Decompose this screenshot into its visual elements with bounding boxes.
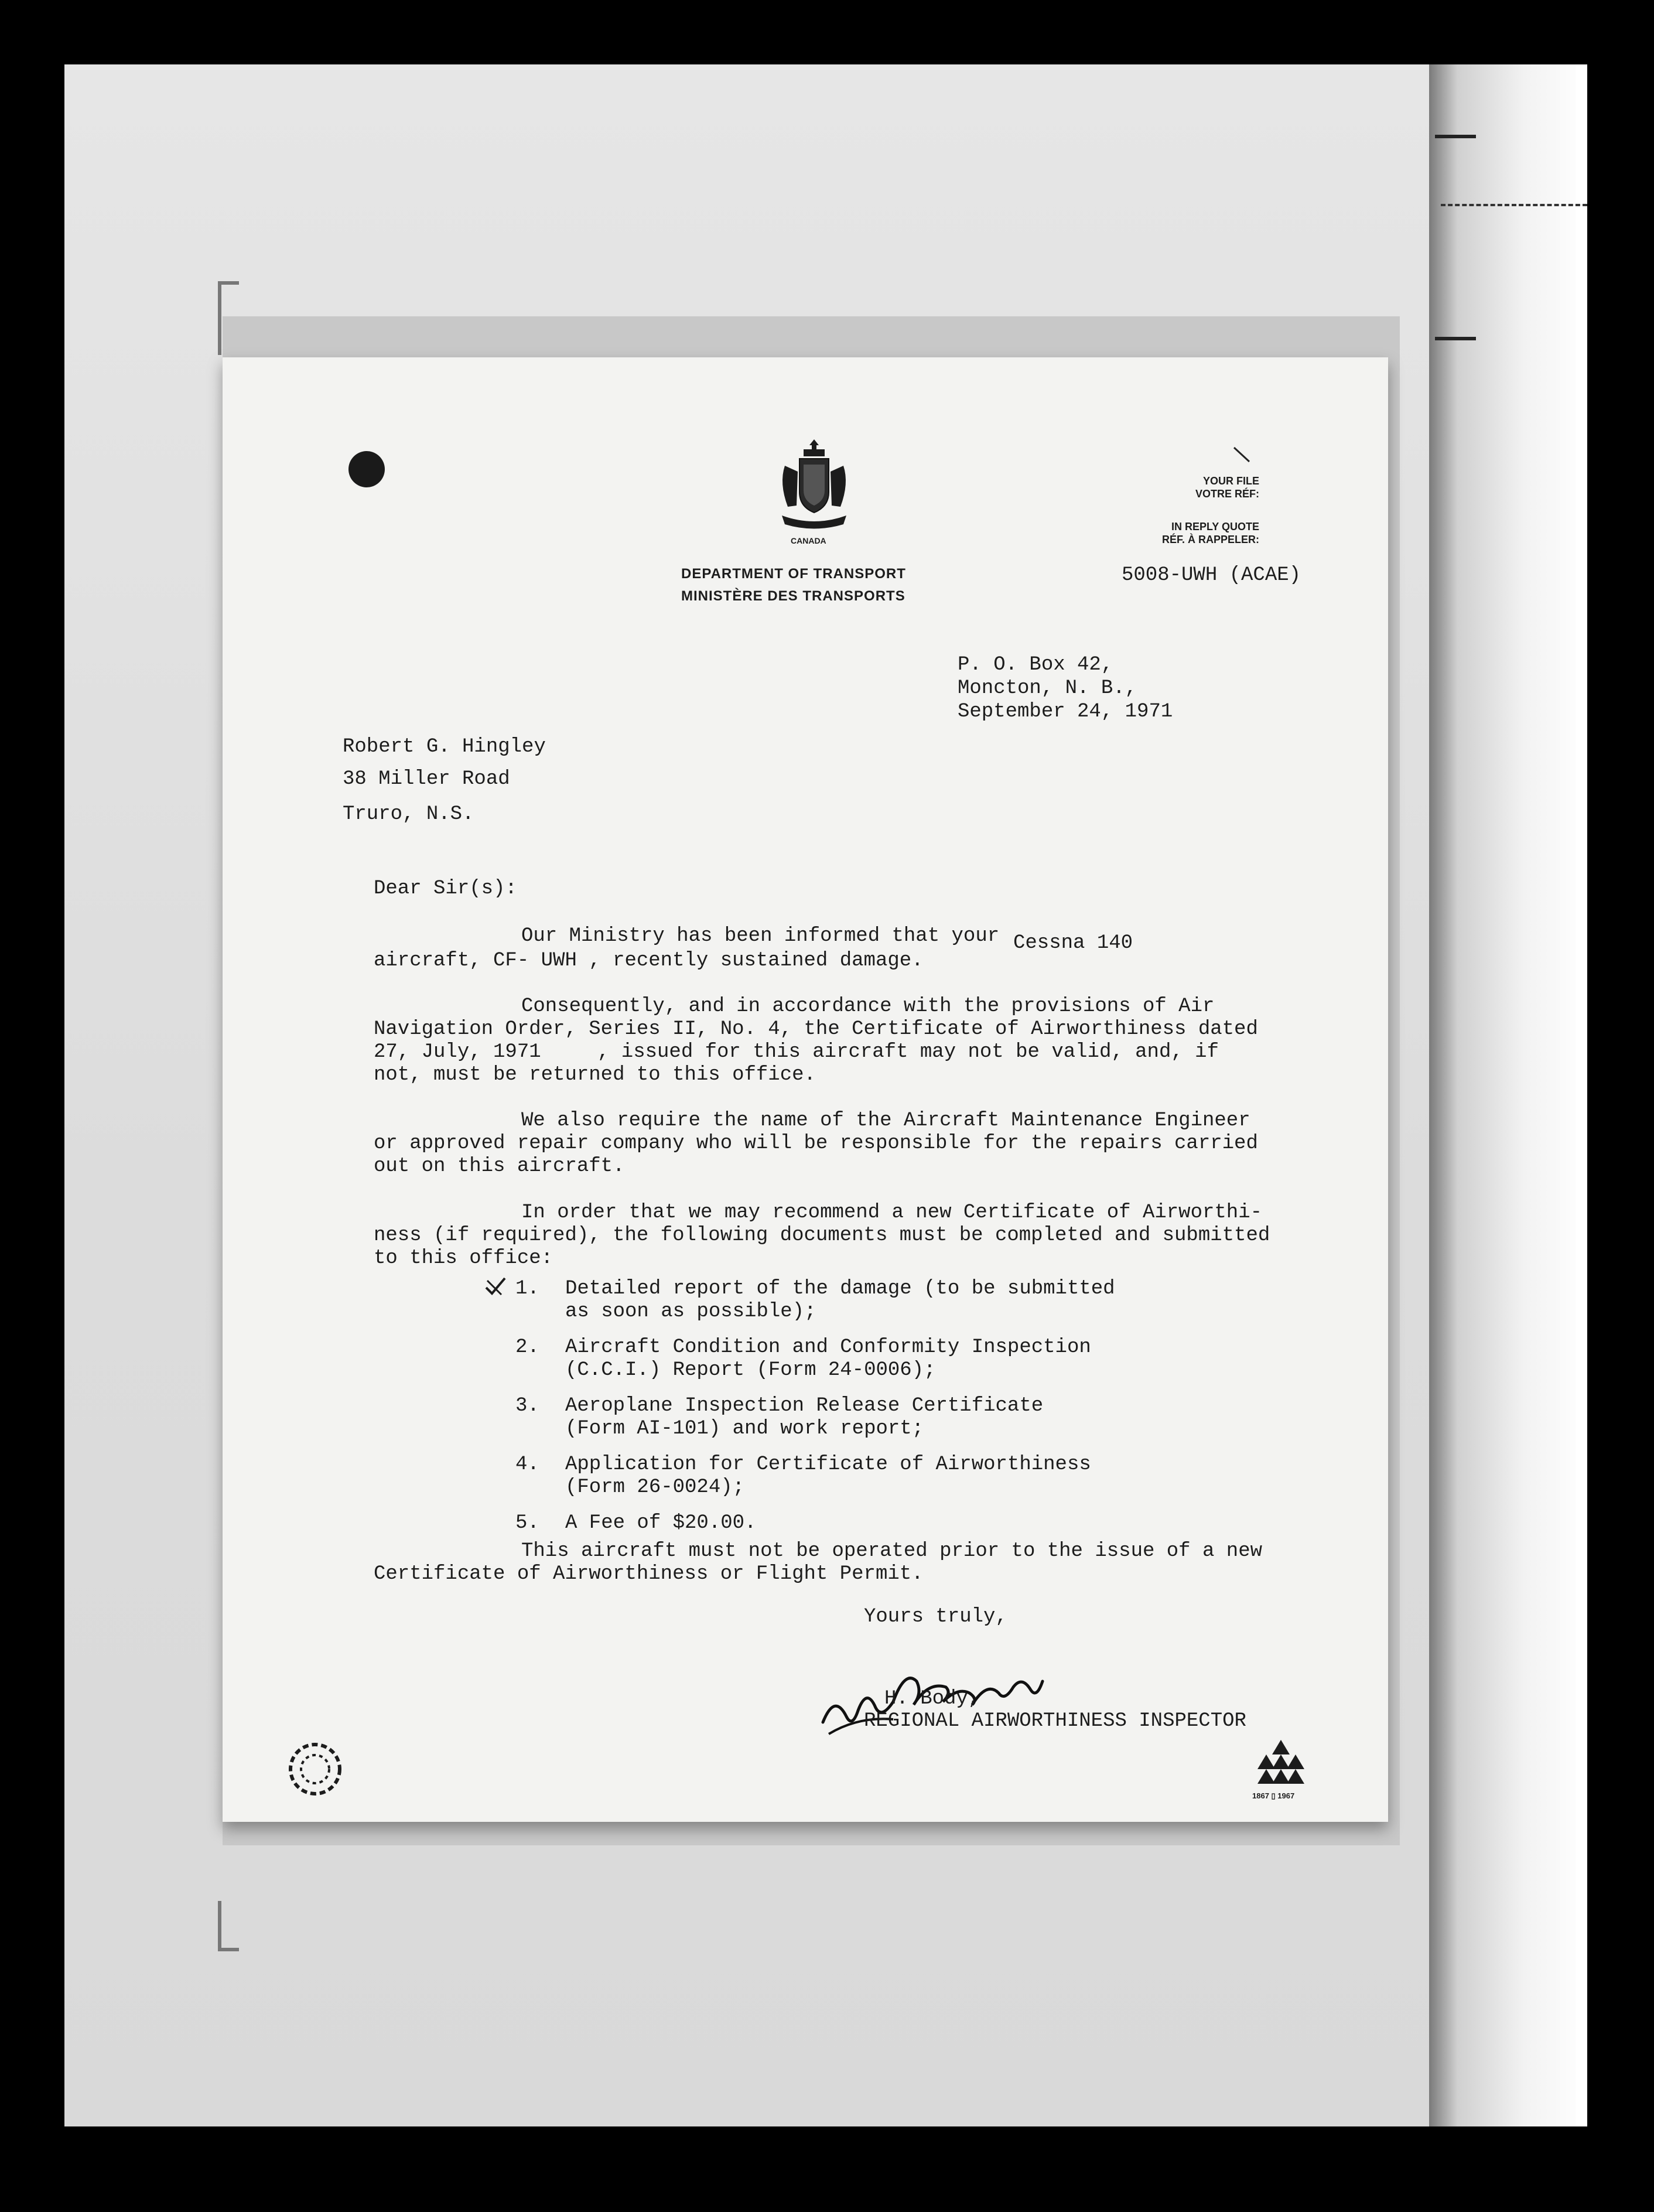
item-line1: A Fee of $20.00. (565, 1512, 757, 1534)
closing-paragraph-line1: This aircraft must not be operated prior to the issue of a new (521, 1540, 1263, 1562)
recipient-street: 38 Miller Road (343, 768, 510, 790)
paragraph2-line2: Navigation Order, Series II, No. 4, the Certificate of Airworthiness dated (374, 1018, 1258, 1040)
centennial-wreath-icon (280, 1734, 350, 1804)
frame-tick-mark (1435, 135, 1476, 138)
closing-paragraph-line2: Certificate of Airworthiness or Flight Permit. (374, 1563, 924, 1585)
item-line2: (C.C.I.) Report (Form 24-0006); (565, 1359, 936, 1381)
page-edge-shadow (1429, 64, 1587, 2126)
punch-hole (348, 451, 385, 487)
handwritten-check-icon (484, 1275, 507, 1298)
item-number: 5. (515, 1512, 539, 1534)
item-line2: (Form AI-101) and work report; (565, 1418, 924, 1440)
paragraph2-line4: not, must be returned to this office. (374, 1064, 816, 1086)
item-number: 1. (515, 1278, 539, 1300)
aircraft-type: Cessna 140 (1013, 932, 1133, 954)
paragraph4-line1: In order that we may recommend a new Certificate of Airworthi- (521, 1201, 1263, 1224)
signatory-name: H. Body, (884, 1688, 980, 1710)
reply-quote-label-fr: RÉF. À RAPPELER: (1161, 534, 1259, 545)
salutation: Dear Sir(s): (374, 878, 517, 900)
paragraph3-line1: We also require the name of the Aircraft Maintenance Engineer (521, 1110, 1250, 1132)
paragraph1-line2: aircraft, CF- UWH , recently sustained damage. (374, 950, 924, 972)
pen-stroke-mark (1233, 446, 1250, 464)
item-line2: as soon as possible); (565, 1300, 816, 1323)
frame-bracket-bottom (218, 1901, 239, 1951)
paragraph2-line1: Consequently, and in accordance with the provisions of Air (521, 995, 1215, 1018)
paragraph1-line1: Our Ministry has been informed that your (521, 925, 1000, 947)
item-number: 3. (515, 1395, 539, 1417)
centennial-years: 1867 ▯ 1967 (1252, 1791, 1295, 1800)
paragraph3-line2: or approved repair company who will be responsible for the repairs carried (374, 1132, 1258, 1155)
item-line2: (Form 26-0024); (565, 1476, 745, 1498)
sender-address-line2: Moncton, N. B., (958, 677, 1137, 699)
recipient-name: Robert G. Hingley (343, 736, 546, 758)
department-fr: MINISTÈRE DES TRANSPORTS (681, 588, 905, 604)
certificate-date: 27, July, 1971 (374, 1041, 541, 1063)
item-line1: Aeroplane Inspection Release Certificate (565, 1395, 1044, 1417)
paragraph4-line2: ness (if required), the following documents must be completed and submitted (374, 1224, 1270, 1247)
item-line1: Aircraft Condition and Conformity Inspection (565, 1336, 1091, 1358)
item-line1: Application for Certificate of Airworthiness (565, 1453, 1091, 1476)
letter-date: September 24, 1971 (958, 701, 1173, 723)
reference-number: 5008-UWH (ACAE) (1122, 564, 1301, 586)
reply-quote-label-en: IN REPLY QUOTE (1171, 521, 1259, 532)
item-line1: Detailed report of the damage (to be submitted (565, 1278, 1115, 1300)
your-file-label-fr: VOTRE RÉF: (1195, 488, 1259, 500)
sender-address-line1: P. O. Box 42, (958, 654, 1113, 676)
paragraph2-line3: , issued for this aircraft may not be valid, and, if (597, 1041, 1219, 1063)
recipient-city: Truro, N.S. (343, 803, 474, 825)
frame-dashed-line (1441, 204, 1587, 206)
canada-label: CANADA (791, 536, 826, 545)
canada-coat-of-arms-icon (773, 436, 855, 536)
item-number: 2. (515, 1336, 539, 1358)
signatory-title: REGIONAL AIRWORTHINESS INSPECTOR (864, 1710, 1246, 1732)
department-en: DEPARTMENT OF TRANSPORT (681, 566, 906, 582)
paragraph3-line3: out on this aircraft. (374, 1155, 625, 1177)
page-edge (1576, 64, 1587, 2126)
closing: Yours truly, (864, 1606, 1007, 1628)
your-file-label-en: YOUR FILE (1202, 475, 1259, 487)
frame-tick-mark (1435, 337, 1476, 340)
item-number: 4. (515, 1453, 539, 1476)
paragraph4-line3: to this office: (374, 1247, 553, 1269)
